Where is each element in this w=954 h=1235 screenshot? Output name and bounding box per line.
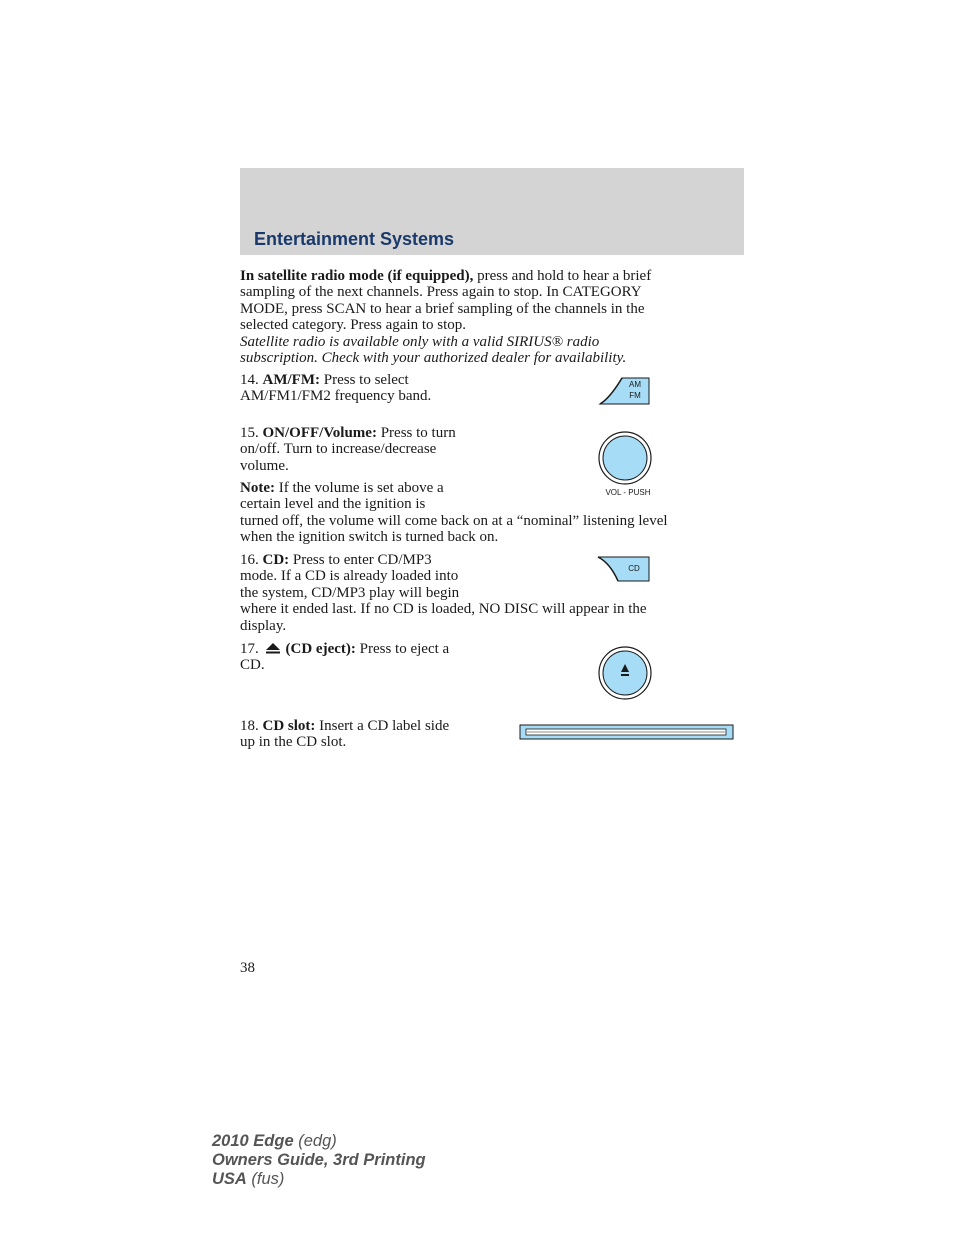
item-18 bbox=[240, 718, 449, 751]
item-text: AM/FM1/FM2 frequency band. bbox=[240, 388, 432, 405]
vol-push-label: VOL - PUSH bbox=[605, 488, 651, 497]
intro-line3: MODE, press SCAN to hear a brief sampling of the channels in the bbox=[240, 300, 645, 317]
item-text: Press to eject a bbox=[355, 641, 450, 657]
note-text: turned off, the volume will come back on at a “nominal” listening level bbox=[240, 512, 668, 529]
item-17 bbox=[240, 641, 449, 674]
page-number: 38 bbox=[240, 960, 255, 976]
note-label: Note: bbox=[240, 480, 275, 496]
note-text: certain level and the ignition is bbox=[240, 496, 426, 513]
item-number: 16. bbox=[240, 552, 259, 568]
intro-italic-line1: Satellite radio is available only with a valid SIRIUS® radio bbox=[240, 333, 600, 350]
item-label: AM/FM: bbox=[262, 372, 320, 388]
item-text: Press to select bbox=[319, 372, 409, 388]
item-text: on/off. Turn to increase/decrease bbox=[240, 441, 437, 458]
item-number: 18. bbox=[240, 718, 259, 734]
footer-model: 2010 Edge bbox=[212, 1132, 294, 1150]
volume-note bbox=[240, 480, 668, 546]
intro-line4: selected category. Press again to stop. bbox=[240, 317, 467, 334]
intro-bold-lead: In satellite radio mode (if equipped), bbox=[240, 268, 474, 284]
item-number: 14. bbox=[240, 372, 259, 388]
am-fm-button-icon bbox=[598, 376, 652, 406]
item-label: ON/OFF/Volume: bbox=[262, 425, 377, 441]
cd-button-icon bbox=[596, 555, 652, 585]
fm-label: FM bbox=[629, 391, 641, 400]
item-text: display. bbox=[240, 617, 287, 634]
footer-region: USA bbox=[212, 1170, 247, 1188]
item-text: Insert a CD label side bbox=[315, 718, 450, 734]
section-title: Entertainment Systems bbox=[254, 229, 455, 249]
item-text: Press to enter CD/MP3 bbox=[289, 552, 432, 568]
item-number: 17. bbox=[240, 641, 259, 657]
cd-slot-icon bbox=[519, 724, 735, 741]
item-text: CD. bbox=[240, 657, 265, 674]
intro-italic-line2: subscription. Check with your authorized dealer for availability. bbox=[240, 350, 627, 367]
item-text: the system, CD/MP3 play will begin bbox=[240, 584, 460, 601]
footer bbox=[212, 1132, 426, 1189]
footer-region-code: (fus) bbox=[246, 1170, 285, 1188]
item-number: 15. bbox=[240, 425, 259, 441]
item-text: volume. bbox=[240, 457, 289, 474]
intro-line2: sampling of the next channels. Press again to stop. In CATEGORY bbox=[240, 284, 642, 301]
footer-guide: Owners Guide, 3rd Printing bbox=[212, 1151, 426, 1169]
intro-line1: press and hold to hear a brief bbox=[473, 268, 652, 284]
item-text: Press to turn bbox=[376, 425, 456, 441]
note-text: when the ignition switch is turned back on. bbox=[240, 529, 499, 546]
intro-paragraph bbox=[240, 268, 651, 366]
am-label: AM bbox=[629, 380, 641, 389]
item-16 bbox=[240, 552, 647, 634]
item-label: CD: bbox=[262, 552, 290, 568]
item-label: CD slot: bbox=[262, 718, 316, 734]
eject-icon bbox=[265, 642, 281, 654]
item-15 bbox=[240, 425, 456, 474]
item-text: mode. If a CD is already loaded into bbox=[240, 568, 459, 585]
item-text: where it ended last. If no CD is loaded, NO DISC will appear in the bbox=[240, 601, 647, 618]
item-text: up in the CD slot. bbox=[240, 734, 347, 751]
cd-eject-button-icon bbox=[596, 644, 654, 702]
item-label: (CD eject): bbox=[285, 641, 356, 657]
cd-label: CD bbox=[628, 564, 640, 573]
item-14 bbox=[240, 372, 431, 405]
note-text: If the volume is set above a bbox=[274, 480, 444, 496]
footer-model-code: (edg) bbox=[293, 1132, 337, 1150]
